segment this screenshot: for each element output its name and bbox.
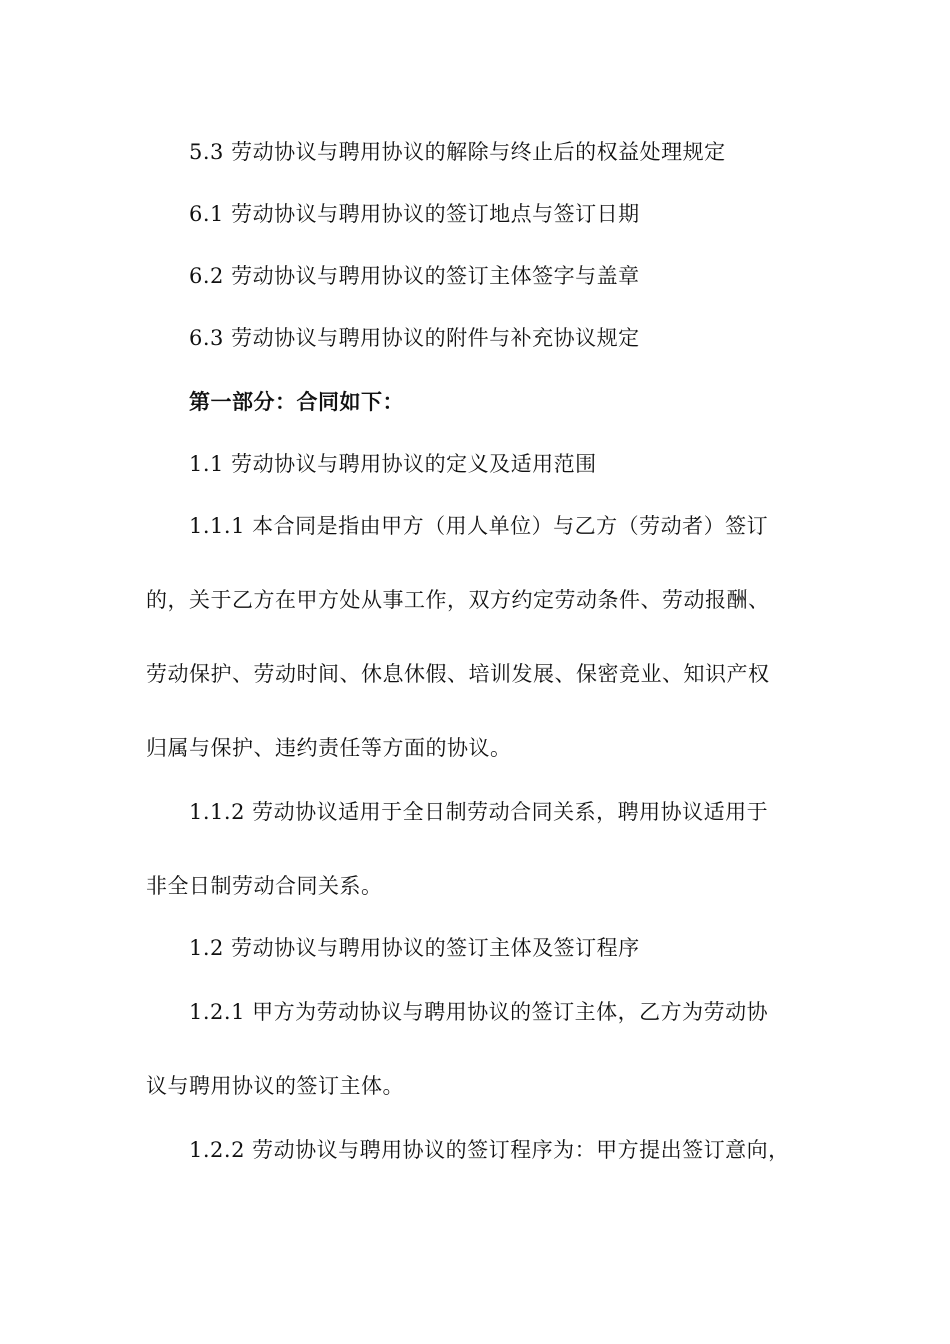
part-heading: 第一部分：合同如下： [189,390,404,414]
toc-item-5-3: 5.3 劳动协议与聘用协议的解除与终止后的权益处理规定 [189,140,726,164]
section-heading-1-2: 1.2 劳动协议与聘用协议的签订主体及签订程序 [189,936,640,960]
paragraph-1-1-1-line-3: 劳动保护、劳动时间、休息休假、培训发展、保密竞业、知识产权 [146,662,770,686]
paragraph-1-2-2-line-1: 1.2.2 劳动协议与聘用协议的签订程序为：甲方提出签订意向， [189,1138,790,1162]
toc-item-6-2: 6.2 劳动协议与聘用协议的签订主体签字与盖章 [189,264,640,288]
toc-item-6-1: 6.1 劳动协议与聘用协议的签订地点与签订日期 [189,202,640,226]
toc-item-6-3: 6.3 劳动协议与聘用协议的附件与补充协议规定 [189,326,640,350]
paragraph-1-1-1-line-2: 的，关于乙方在甲方处从事工作，双方约定劳动条件、劳动报酬、 [146,588,770,612]
paragraph-1-1-2-line-2: 非全日制劳动合同关系。 [146,874,383,898]
paragraph-1-1-1-line-4: 归属与保护、违约责任等方面的协议。 [146,736,512,760]
paragraph-1-2-1-line-1: 1.2.1 甲方为劳动协议与聘用协议的签订主体，乙方为劳动协 [189,1000,769,1024]
paragraph-1-2-1-line-2: 议与聘用协议的签订主体。 [146,1074,404,1098]
paragraph-1-1-1-line-1: 1.1.1 本合同是指由甲方（用人单位）与乙方（劳动者）签订 [189,514,769,538]
section-heading-1-1: 1.1 劳动协议与聘用协议的定义及适用范围 [189,452,597,476]
paragraph-1-1-2-line-1: 1.1.2 劳动协议适用于全日制劳动合同关系，聘用协议适用于 [189,800,769,824]
